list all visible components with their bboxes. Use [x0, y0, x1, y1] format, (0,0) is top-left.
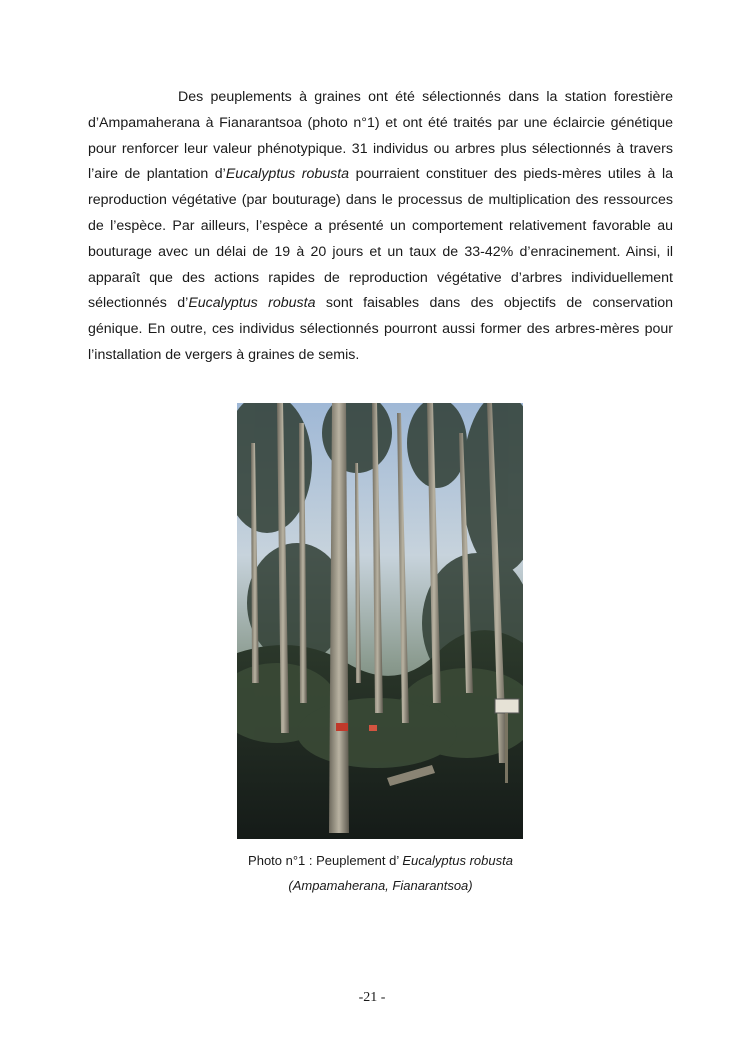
forest-photo — [237, 403, 523, 839]
species-name: Eucalyptus robusta — [225, 166, 350, 183]
figure-caption — [88, 848, 673, 898]
paragraph-text-part-1: Des peuplements à graines ont été sélectionnés dans la station forestière d’Ampamaherana à Fianarantsoa (photo n°1) et ont été traités par une éclaircie génétique pour renforcer leur valeur phénotypique. 31 individus ou arbres plus sélectionnés à travers l’aire de plantation d’ — [88, 89, 673, 183]
caption-species: Eucalyptus robusta — [402, 853, 513, 868]
page-number: -21 - — [358, 990, 386, 1005]
paragraph-text-part-3: sont faisables dans des objectifs de conservation génique. En outre, ces individus sélectionnés pourront aussi former des arbres-mères pour l’installation de vergers à graines de semis. — [88, 295, 673, 363]
body-paragraph — [88, 85, 673, 369]
caption-location: (Ampamaherana, Fianarantsoa) — [288, 878, 473, 893]
eucalyptus-stand-image — [237, 403, 523, 839]
caption-title — [88, 848, 673, 873]
paragraph-text-part-2: pourraient constituer des pieds-mères utiles à la reproduction végétative (par bouturage) dans le processus de multiplication des ressources de l’espèce. Par ailleurs, l’espèce a présenté un comportement relativement favorable au bouturage avec un délai de 19 à 20 jours et un taux de 33-42% d’enracinement. Ainsi, il apparaît que des actions rapides de reproduction végétative d’arbres individuellement sélectionnés d’ — [88, 166, 673, 312]
caption-prefix: Photo n°1 : Peuplement d’ — [248, 853, 403, 868]
species-name: Eucalyptus robusta — [188, 295, 316, 312]
